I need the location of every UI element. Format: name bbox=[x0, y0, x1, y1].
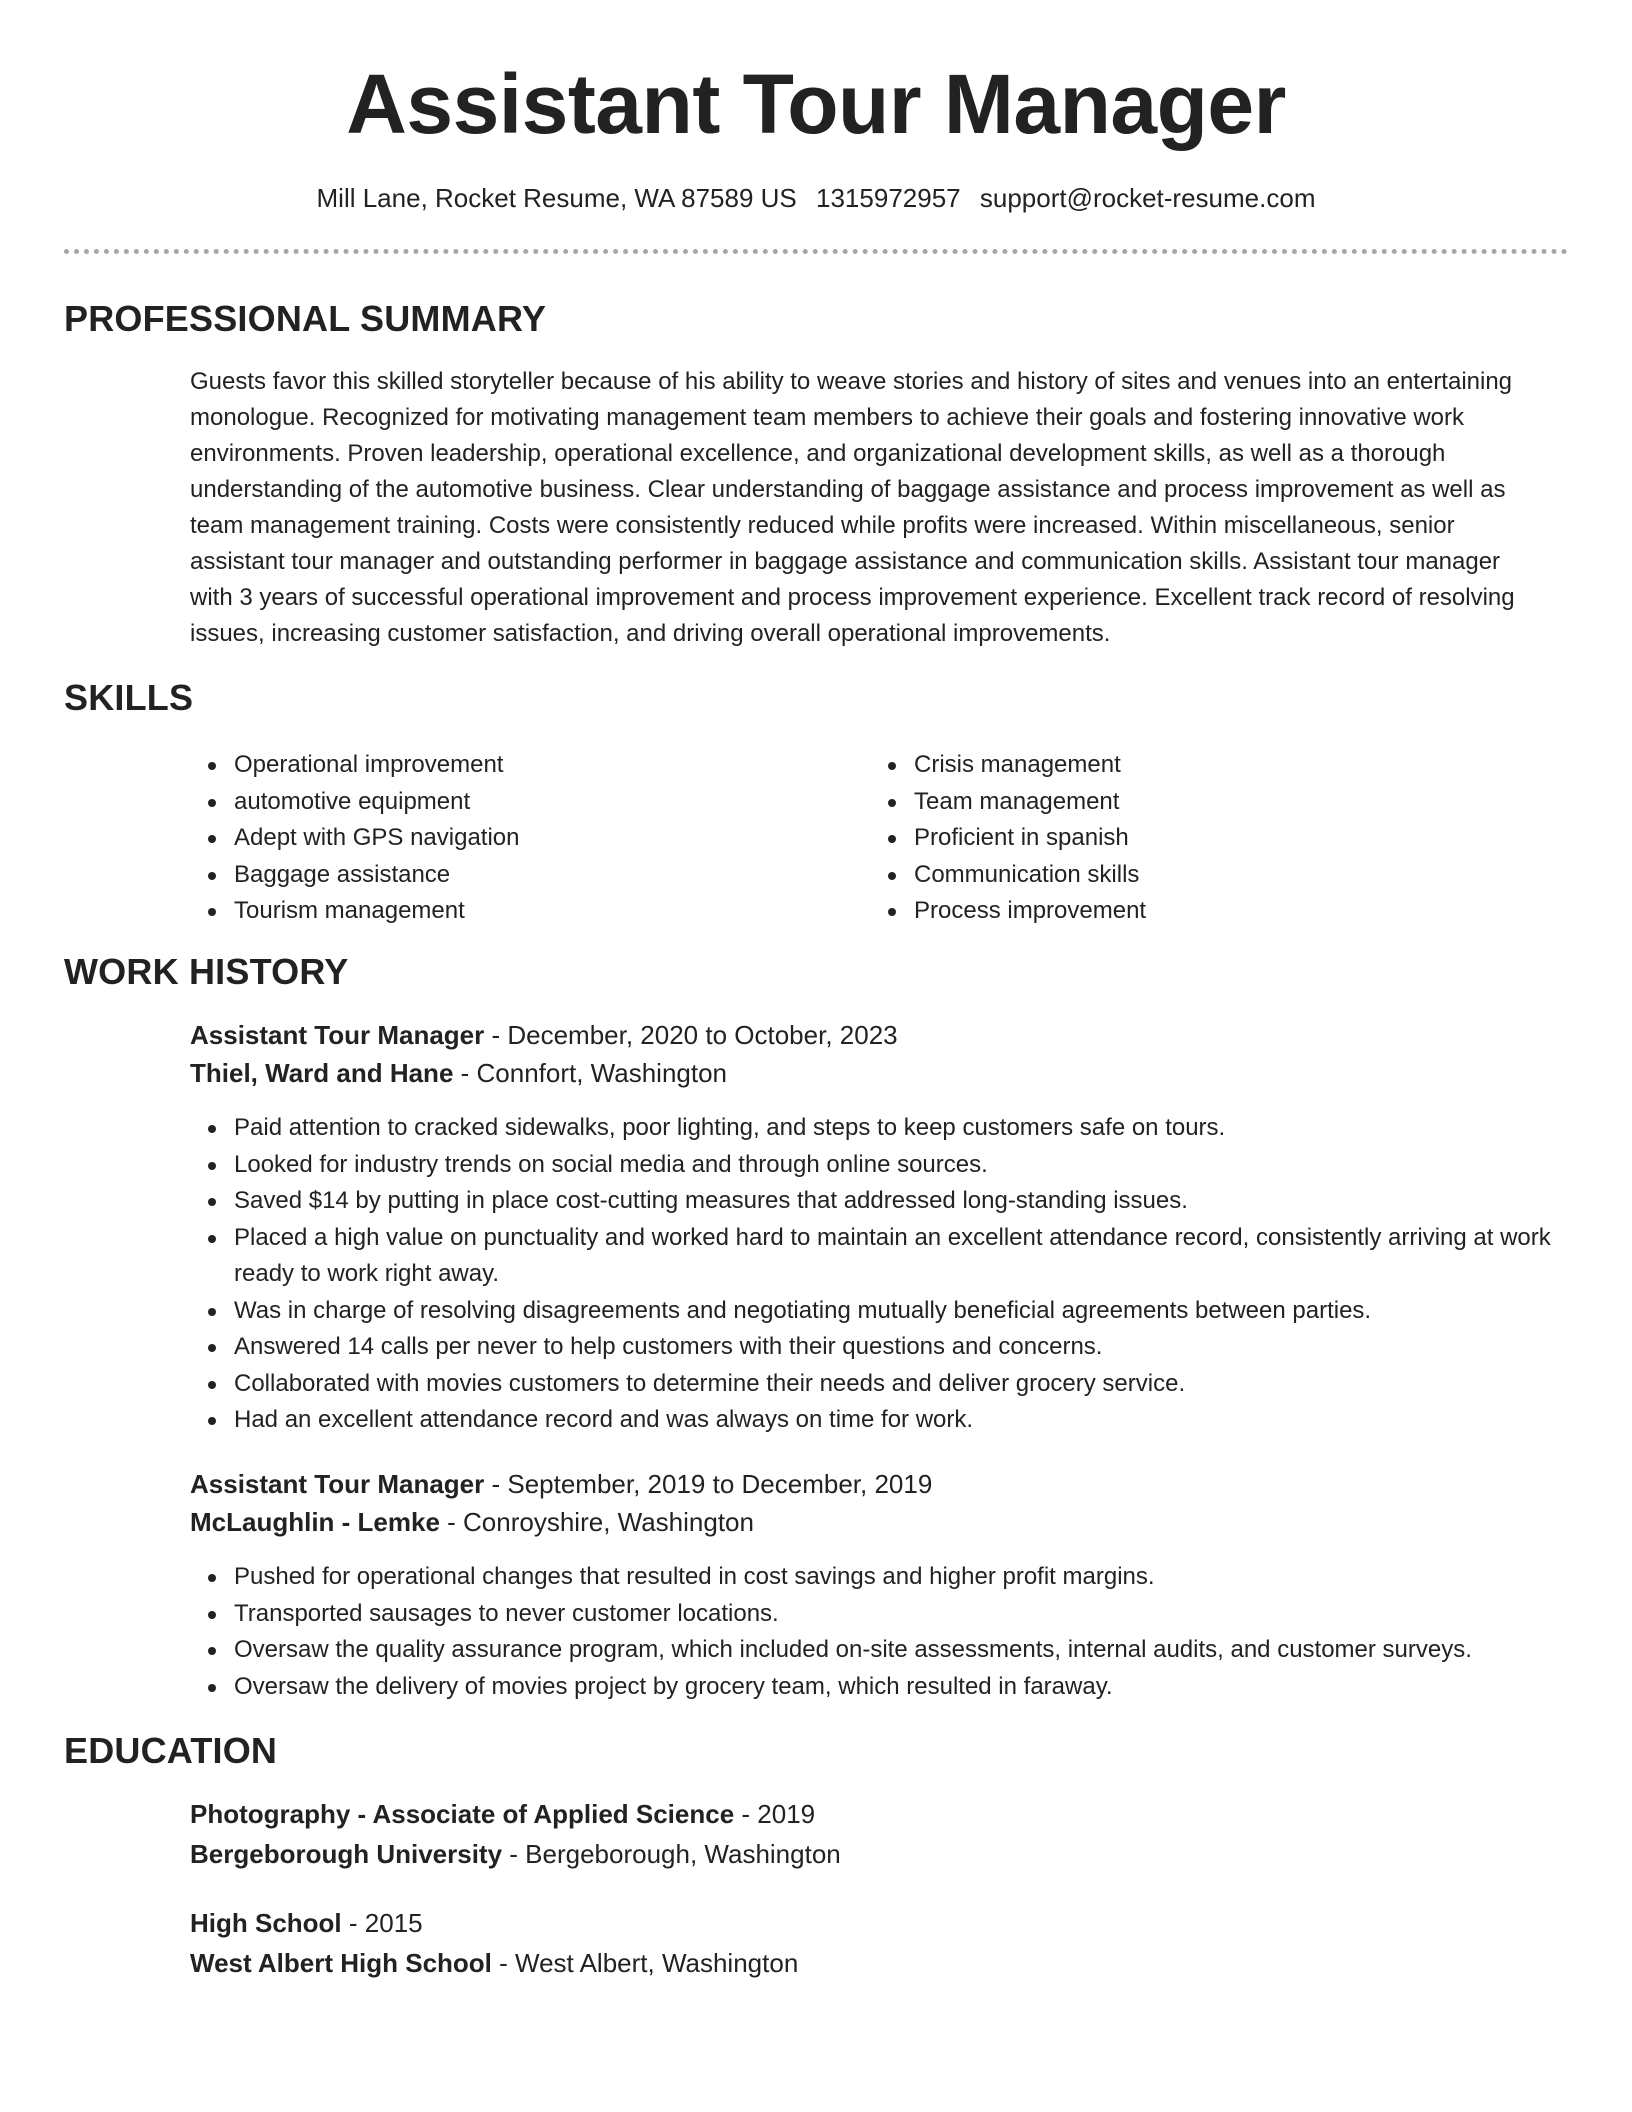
job-bullet: Answered 14 calls per never to help customers with their questions and concerns. bbox=[190, 1329, 1570, 1366]
skill-item: Communication skills bbox=[870, 857, 1510, 894]
skill-item: Adept with GPS navigation bbox=[190, 820, 830, 857]
contact-phone: 1315972957 bbox=[816, 183, 961, 213]
job-bullet: Had an excellent attendance record and was always on time for work. bbox=[190, 1402, 1570, 1439]
contact-line bbox=[64, 180, 1568, 216]
job-title-line bbox=[190, 1017, 898, 1053]
job-bullets bbox=[190, 1559, 1570, 1705]
job-company: McLaughlin - Lemke bbox=[190, 1507, 440, 1537]
education-year: - 2015 bbox=[341, 1908, 423, 1938]
skills-list-right bbox=[870, 747, 1510, 930]
job-bullet: Oversaw the quality assurance program, which included on-site assessments, internal audits, and customer surveys. bbox=[190, 1632, 1570, 1669]
job-dates: - December, 2020 to October, 2023 bbox=[484, 1020, 898, 1050]
job-dates: - September, 2019 to December, 2019 bbox=[484, 1469, 933, 1499]
summary-line: Guests favor this skilled storyteller because of his ability to weave stories and history of sites and venues into an entertaining bbox=[190, 368, 1513, 395]
skill-item: automotive equipment bbox=[190, 784, 830, 821]
job-bullet: Transported sausages to never customer locations. bbox=[190, 1596, 1570, 1633]
education-degree-line bbox=[190, 1905, 423, 1941]
education-location: - West Albert, Washington bbox=[491, 1948, 799, 1978]
education-school: West Albert High School bbox=[190, 1948, 492, 1978]
skill-item: Process improvement bbox=[870, 893, 1510, 930]
job-title-line bbox=[190, 1466, 932, 1502]
section-title-summary: PROFESSIONAL SUMMARY bbox=[64, 298, 547, 339]
skill-item: Team management bbox=[870, 784, 1510, 821]
education-school-line bbox=[190, 1945, 798, 1981]
job-bullet: Placed a high value on punctuality and worked hard to maintain an excellent attendance record, consistently arriving at work ready to work right away. bbox=[190, 1220, 1570, 1293]
job-bullet: Pushed for operational changes that resulted in cost savings and higher profit margins. bbox=[190, 1559, 1570, 1596]
summary-line: environments. Proven leadership, operational excellence, and organizational development skills, as well as a thorough bbox=[190, 440, 1446, 467]
education-location: - Bergeborough, Washington bbox=[502, 1839, 841, 1869]
job-company-line bbox=[190, 1055, 727, 1091]
education-degree: Photography - Associate of Applied Science bbox=[190, 1799, 735, 1829]
summary-text bbox=[190, 364, 1570, 652]
section-title-education: EDUCATION bbox=[64, 1730, 278, 1771]
skill-item: Operational improvement bbox=[190, 747, 830, 784]
contact-address: Mill Lane, Rocket Resume, WA 87589 US bbox=[316, 183, 797, 213]
education-degree: High School bbox=[190, 1908, 342, 1938]
skill-item: Crisis management bbox=[870, 747, 1510, 784]
summary-line: team management training. Costs were consistently reduced while profits were increased. Within miscellaneous, senior bbox=[190, 512, 1455, 539]
section-title-skills: SKILLS bbox=[64, 677, 194, 718]
education-school: Bergeborough University bbox=[190, 1839, 503, 1869]
job-location: - Conroyshire, Washington bbox=[439, 1507, 754, 1537]
job-bullet: Was in charge of resolving disagreements and negotiating mutually beneficial agreements between parties. bbox=[190, 1293, 1570, 1330]
skill-item: Tourism management bbox=[190, 893, 830, 930]
summary-line: issues, increasing customer satisfaction, and driving overall operational improvements. bbox=[190, 620, 1111, 647]
resume-name: Assistant Tour Manager bbox=[346, 57, 1286, 151]
header-divider bbox=[64, 249, 1568, 254]
education-degree-line bbox=[190, 1796, 815, 1832]
job-location: - Connfort, Washington bbox=[453, 1058, 728, 1088]
contact-email: support@rocket-resume.com bbox=[979, 183, 1316, 213]
job-bullet: Saved $14 by putting in place cost-cutting measures that addressed long-standing issues. bbox=[190, 1183, 1570, 1220]
job-bullet: Looked for industry trends on social media and through online sources. bbox=[190, 1147, 1570, 1184]
summary-line: monologue. Recognized for motivating management team members to achieve their goals and fostering innovative work bbox=[190, 404, 1465, 431]
education-school-line bbox=[190, 1836, 841, 1872]
job-company-line bbox=[190, 1504, 754, 1540]
job-title: Assistant Tour Manager bbox=[190, 1469, 485, 1499]
job-bullet: Collaborated with movies customers to determine their needs and deliver grocery service. bbox=[190, 1366, 1570, 1403]
education-year: - 2019 bbox=[734, 1799, 816, 1829]
section-title-work: WORK HISTORY bbox=[64, 951, 349, 992]
skill-item: Baggage assistance bbox=[190, 857, 830, 894]
summary-line: with 3 years of successful operational improvement and process improvement experience. Excellent track record of resolving bbox=[190, 584, 1515, 611]
skills-list-left bbox=[190, 747, 830, 930]
job-bullet: Paid attention to cracked sidewalks, poor lighting, and steps to keep customers safe on tours. bbox=[190, 1110, 1570, 1147]
job-company: Thiel, Ward and Hane bbox=[190, 1058, 454, 1088]
summary-line: assistant tour manager and outstanding performer in baggage assistance and communication skills. Assistant tour manager bbox=[190, 548, 1501, 575]
skill-item: Proficient in spanish bbox=[870, 820, 1510, 857]
job-title: Assistant Tour Manager bbox=[190, 1020, 485, 1050]
job-bullets bbox=[190, 1110, 1570, 1439]
job-bullet: Oversaw the delivery of movies project by grocery team, which resulted in faraway. bbox=[190, 1669, 1570, 1706]
summary-line: understanding of the automotive business. Clear understanding of baggage assistance and process improvement as well as bbox=[190, 476, 1506, 503]
